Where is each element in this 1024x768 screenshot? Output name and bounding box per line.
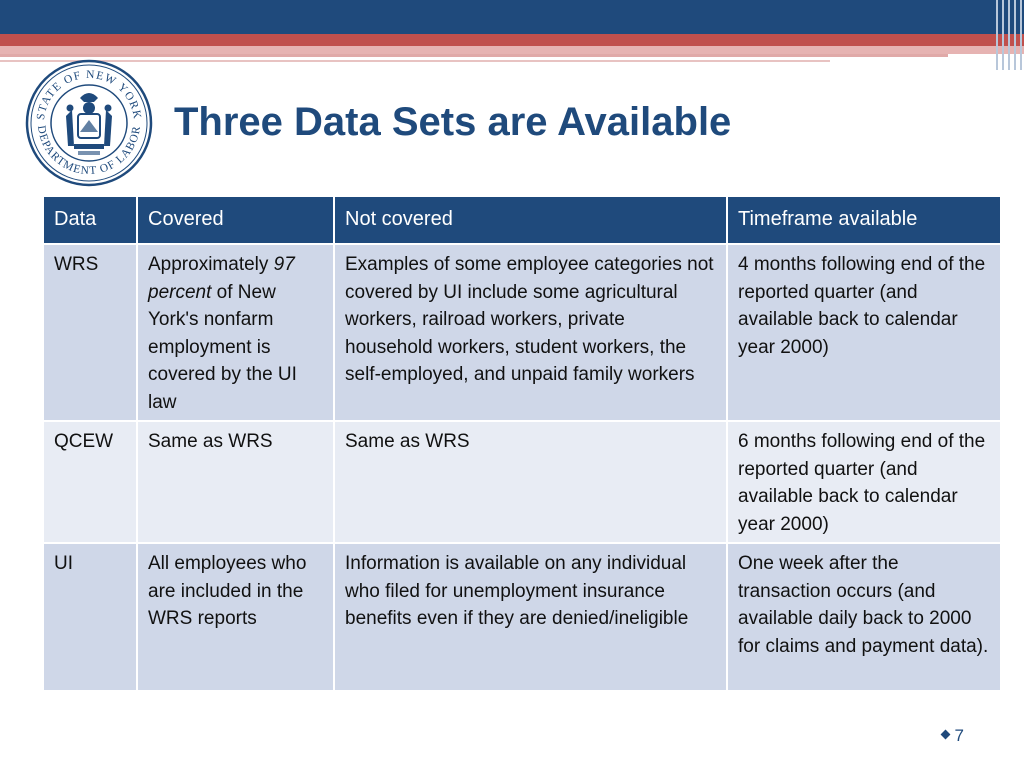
header-not-covered: Not covered <box>334 196 727 244</box>
header-timeframe: Timeframe available <box>727 196 1001 244</box>
cell-timeframe: One week after the transaction occurs (and available daily back to 2000 for claims and payment data). <box>727 543 1001 691</box>
svg-text:DEPARTMENT OF LABOR <box>35 125 143 178</box>
seal-text-bottom: DEPARTMENT OF LABOR <box>34 124 144 178</box>
diamond-bullet-icon <box>940 730 950 740</box>
header-band-navy <box>0 0 1024 34</box>
header-band-pink <box>0 46 1024 54</box>
header-rule-1 <box>0 54 948 57</box>
cell-covered: Approximately 97 percent of New York's nonfarm employment is covered by the UI law <box>137 244 334 421</box>
header-vertical-lines <box>990 0 1024 70</box>
seal-text-top: STATE OF NEW YORK <box>35 68 144 121</box>
cell-timeframe: 4 months following end of the reported quarter (and available back to calendar year 2000) <box>727 244 1001 421</box>
ny-state-seal-icon <box>24 58 154 188</box>
slide-footer <box>942 726 964 746</box>
table-row <box>43 421 1001 543</box>
cell-data: UI <box>43 543 137 691</box>
cell-data: WRS <box>43 244 137 421</box>
cell-covered: All employees who are included in the WRS reports <box>137 543 334 691</box>
table-header-row <box>43 196 1001 244</box>
page-number: 7 <box>954 726 964 745</box>
cell-not-covered: Information is available on any individual who filed for unemployment insurance benefits even if they are denied/ineligible <box>334 543 727 691</box>
header-data: Data <box>43 196 137 244</box>
data-sets-table <box>42 195 1002 692</box>
cell-not-covered: Same as WRS <box>334 421 727 543</box>
table-row <box>43 543 1001 691</box>
header-band-red <box>0 34 1024 46</box>
table-row <box>43 244 1001 421</box>
header-covered: Covered <box>137 196 334 244</box>
cell-covered: Same as WRS <box>137 421 334 543</box>
cell-covered-emphasis: 97 percent <box>148 254 295 303</box>
cell-not-covered: Examples of some employee categories not covered by UI include some agricultural workers, railroad workers, private household workers, student workers, the self-employed, and unpaid family workers <box>334 244 727 421</box>
cell-data: QCEW <box>43 421 137 543</box>
slide-title: Three Data Sets are Available <box>174 100 732 144</box>
cell-timeframe: 6 months following end of the reported quarter (and available back to calendar year 2000) <box>727 421 1001 543</box>
